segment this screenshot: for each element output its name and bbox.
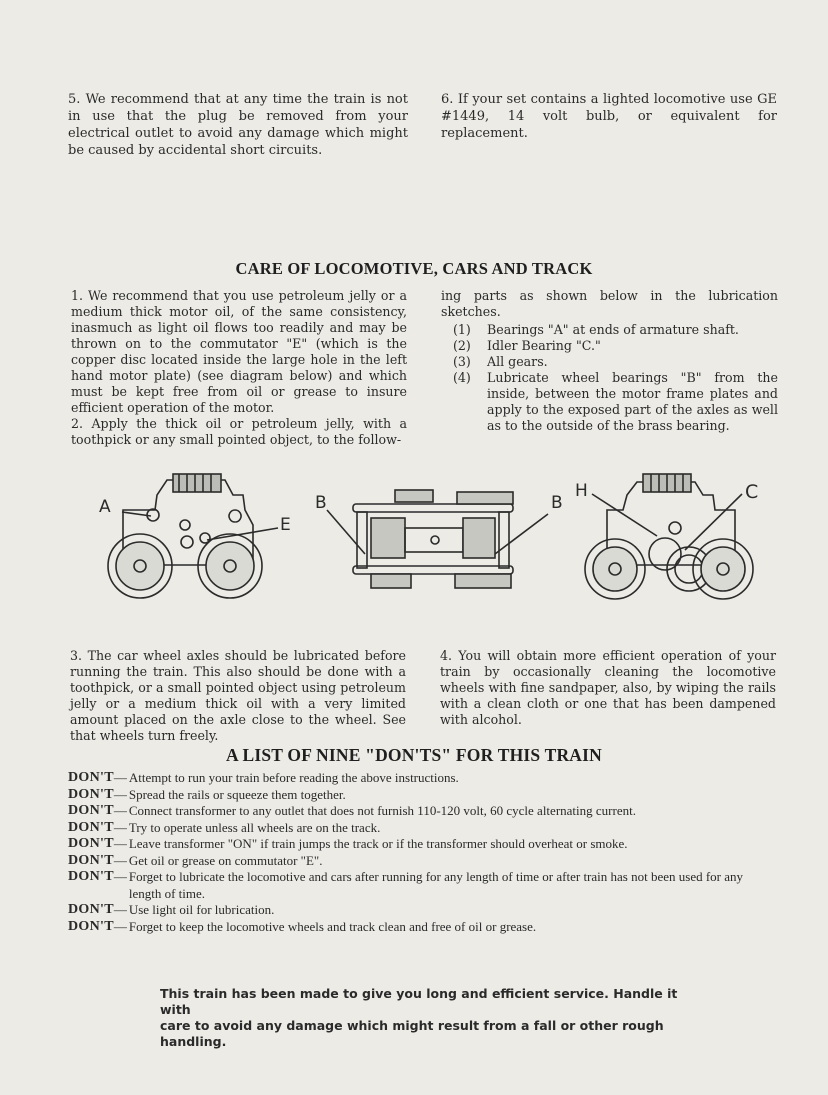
dont-text: Get oil or grease on commutator "E". — [128, 852, 323, 868]
motor-other-side-view — [585, 474, 753, 599]
care-item-3: 3. The car wheel axles should be lubricated before running the train. This also should be done with a toothpick, or a small pointed object using petroleum jelly or a medium thick oil with a very limited amount placed on the axle close to the wheel. See that wheels turn freely. — [70, 648, 406, 743]
lubrication-item — [453, 370, 778, 434]
footer-line-1: This train has been made to give you long and efficient service. Handle it with — [160, 986, 678, 1017]
dont-item: DON'T — Leave transformer "ON" if train jumps the track or if the transformer should overheat or smoke. — [68, 836, 778, 853]
dont-label: DON'T — [68, 869, 114, 884]
dont-label: DON'T — [68, 803, 114, 818]
lubrication-text: Bearings "A" at ends of armature shaft. — [487, 322, 739, 337]
dont-text: Try to operate unless all wheels are on the track. — [128, 819, 381, 835]
dont-text: Leave transformer "ON" if train jumps the track or if the transformer should overheat or smoke. — [128, 836, 628, 851]
care-heading: CARE OF LOCOMOTIVE, CARS AND TRACK — [235, 259, 593, 278]
care-item-1: 1. We recommend that you use petroleum jelly or a medium thick motor oil, of the same consistency, inasmuch as light oil flows too readily and may be thrown on to the commutator "E" (which is the copper disc located inside the large hole in the left hand motor plate) (see diagram below) and which must be kept free from oil or grease to insure efficient operation of the motor. — [71, 288, 407, 415]
label-b-right: B — [551, 493, 563, 513]
label-c: C — [745, 481, 759, 503]
note-5-text: 5. We recommend that at any time the train is not in use that the plug be removed from your electrical outlet to avoid any damage which might be caused by accidental short circuits. — [68, 92, 408, 158]
lubrication-num: (1) — [453, 322, 471, 337]
dont-text: Use light oil for lubrication. — [128, 902, 275, 917]
dont-item: DON'T — Get oil or grease on commutator "E". — [68, 853, 778, 870]
footer-line-2: care to avoid any damage which might result from a fall or other rough handling. — [160, 1018, 664, 1049]
lubrication-item — [453, 322, 778, 338]
lubrication-num: (2) — [453, 338, 471, 353]
dont-label: DON'T — [68, 786, 114, 802]
lubrication-text: Idler Bearing "C." — [487, 338, 601, 353]
dont-text: Connect transformer to any outlet that does not furnish 110-120 volt, 60 cycle alternating current. — [128, 803, 636, 818]
lubrication-num: (3) — [453, 354, 471, 369]
care-item-2: 2. Apply the thick oil or petroleum jelly, with a toothpick or any small pointed object, to the follow- — [71, 416, 407, 447]
donts-list — [68, 770, 778, 935]
care-item-2-continued: ing parts as shown below in the lubrication sketches. — [441, 288, 778, 319]
lubrication-list — [441, 322, 778, 434]
label-a: A — [99, 497, 111, 517]
lubrication-text: All gears. — [487, 354, 548, 369]
label-h: H — [575, 481, 588, 501]
note-6-text: 6. If your set contains a lighted locomotive use GE #1449, 14 volt bulb, or equivalent for replacement. — [441, 92, 777, 141]
dont-text: Attempt to run your train before reading the above instructions. — [128, 770, 459, 785]
lubrication-text: Lubricate wheel bearings "B" from the inside, between the motor frame plates and apply to the exposed part of the axles as well as to the outside of the brass bearing. — [487, 370, 778, 433]
motor-top-view — [327, 490, 548, 588]
dont-label: DON'T — [68, 852, 114, 868]
label-b-left: B — [315, 493, 327, 513]
dont-item: DON'T — Forget to lubricate the locomotive and cars after running for any length of time or after train has not been used for any length of time. — [68, 869, 778, 902]
note-6 — [441, 91, 777, 142]
dont-text: Forget to lubricate the locomotive and cars after running for any length of time or after train has not been used for any length of time. — [128, 869, 744, 901]
lubrication-item — [453, 354, 778, 370]
care-item-3-block — [70, 648, 406, 744]
care-item-4-block — [440, 648, 776, 728]
dont-item: DON'T — Forget to keep the locomotive wheels and track clean and free of oil or grease. — [68, 919, 778, 936]
dont-label: DON'T — [68, 836, 114, 851]
care-item-4: 4. You will obtain more efficient operation of your train by occasionally cleaning the locomotive wheels with fine sandpaper, also, by wiping the rails with a clean cloth or one that has been dampened with alcohol. — [440, 648, 776, 727]
dont-item: DON'T — Try to operate unless all wheels are on the track. — [68, 820, 778, 837]
lubrication-num: (4) — [453, 370, 471, 385]
note-5 — [68, 91, 408, 159]
footer-note — [160, 986, 685, 1050]
care-right-column — [441, 288, 778, 434]
dont-label: DON'T — [68, 770, 114, 785]
dont-label: DON'T — [68, 819, 114, 835]
donts-heading: A LIST OF NINE "DON'TS" FOR THIS TRAIN — [226, 745, 602, 765]
lubrication-diagram — [95, 470, 775, 610]
lubrication-item — [453, 338, 778, 354]
motor-side-view — [108, 474, 278, 598]
dont-item: DON'T — Use light oil for lubrication. — [68, 902, 778, 919]
care-left-column — [71, 288, 407, 448]
dont-text: Spread the rails or squeeze them together. — [128, 786, 346, 802]
dont-label: DON'T — [68, 918, 114, 934]
dont-item: DON'T — Attempt to run your train before reading the above instructions. — [68, 770, 778, 787]
dont-label: DON'T — [68, 902, 114, 917]
label-e: E — [280, 515, 291, 535]
dont-text: Forget to keep the locomotive wheels and track clean and free of oil or grease. — [128, 918, 537, 934]
dont-item: DON'T — Spread the rails or squeeze them together. — [68, 787, 778, 804]
dont-item: DON'T — Connect transformer to any outlet that does not furnish 110-120 volt, 60 cycle alternating current. — [68, 803, 778, 820]
